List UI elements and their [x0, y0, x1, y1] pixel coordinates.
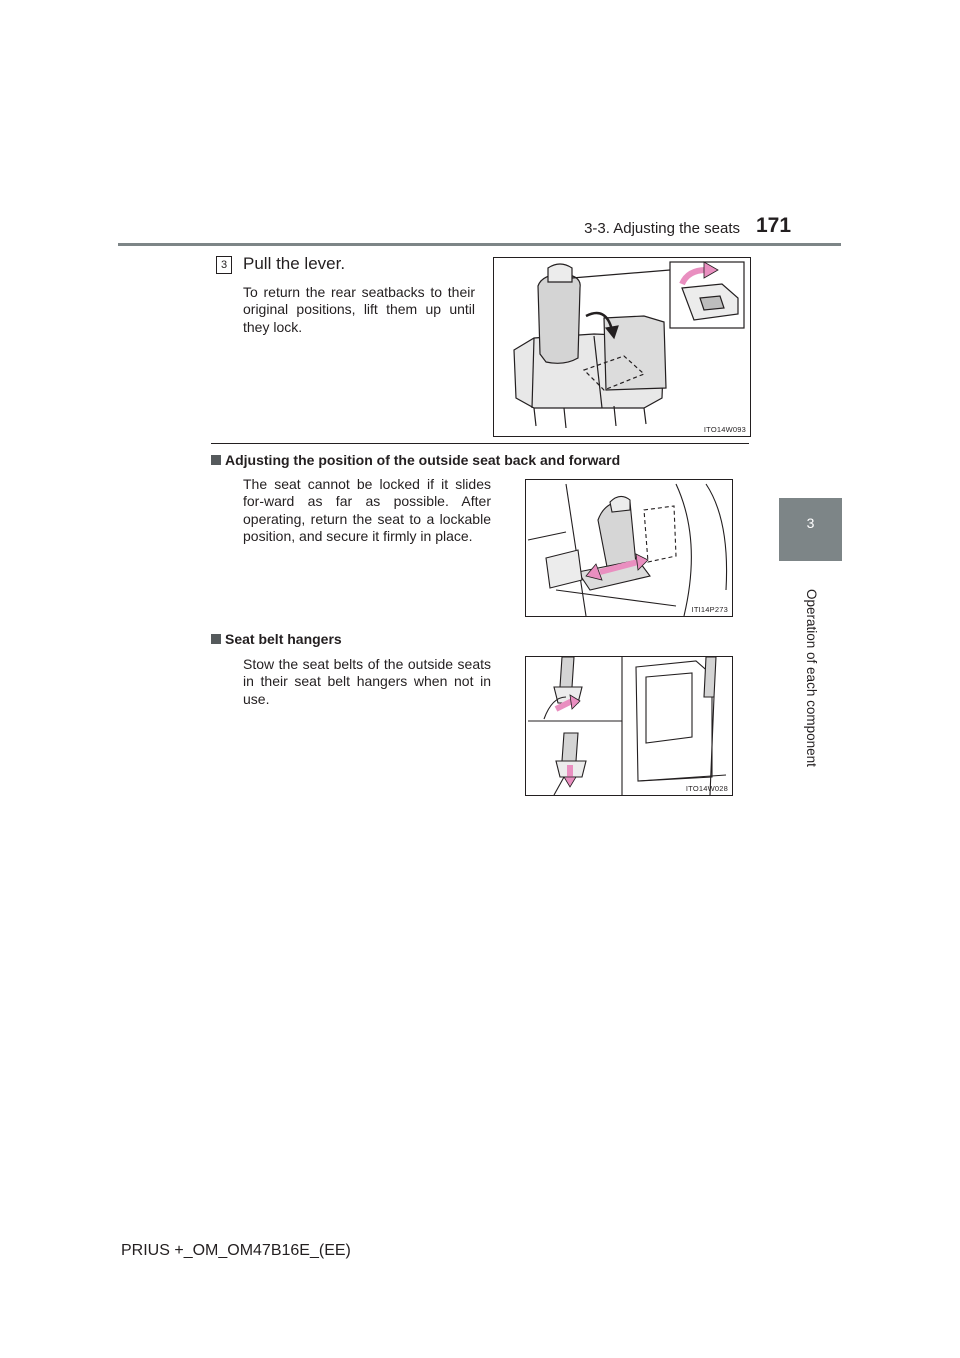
section-title: 3-3. Adjusting the seats	[584, 220, 740, 237]
section-heading-text: Adjusting the position of the outside seat back and forward	[225, 452, 621, 468]
bullet-square-icon	[211, 634, 221, 644]
figure-code: ITO14W028	[685, 784, 728, 793]
section-description: Stow the seat belts of the outside seats in their seat belt hangers when not in use.	[243, 656, 491, 707]
figure-code: ITI14P273	[691, 605, 728, 614]
section-divider	[211, 443, 749, 444]
chapter-tab-rule	[779, 558, 842, 561]
header-rule	[118, 243, 841, 246]
section-heading	[211, 631, 342, 647]
section-heading-text: Seat belt hangers	[225, 631, 342, 647]
section-heading	[211, 452, 620, 468]
outside-seat-illustration	[525, 479, 733, 617]
page-number: 171	[756, 214, 792, 237]
figure-code: ITO14W093	[703, 425, 746, 434]
belt-hanger-illustration	[525, 656, 733, 796]
step-description: To return the rear seatbacks to their original positions, lift them up until they lock.	[243, 284, 475, 335]
step-badge: 3	[216, 256, 232, 274]
document-id: PRIUS +_OM_OM47B16E_(EE)	[121, 1242, 351, 1259]
seat-slide-drawing	[526, 480, 732, 616]
step-title: Pull the lever.	[243, 254, 346, 273]
chapter-title: Operation of each component	[804, 589, 819, 767]
bullet-square-icon	[211, 455, 221, 465]
rear-seatback-illustration	[493, 257, 751, 437]
chapter-number: 3	[806, 515, 815, 531]
section-description: The seat cannot be locked if it slides for-ward as far as possible. After operating, return the seat to a lockable position, and secure it firmly in place.	[243, 476, 491, 544]
belt-hanger-drawing	[526, 657, 732, 795]
seat-fold-drawing	[494, 258, 750, 436]
